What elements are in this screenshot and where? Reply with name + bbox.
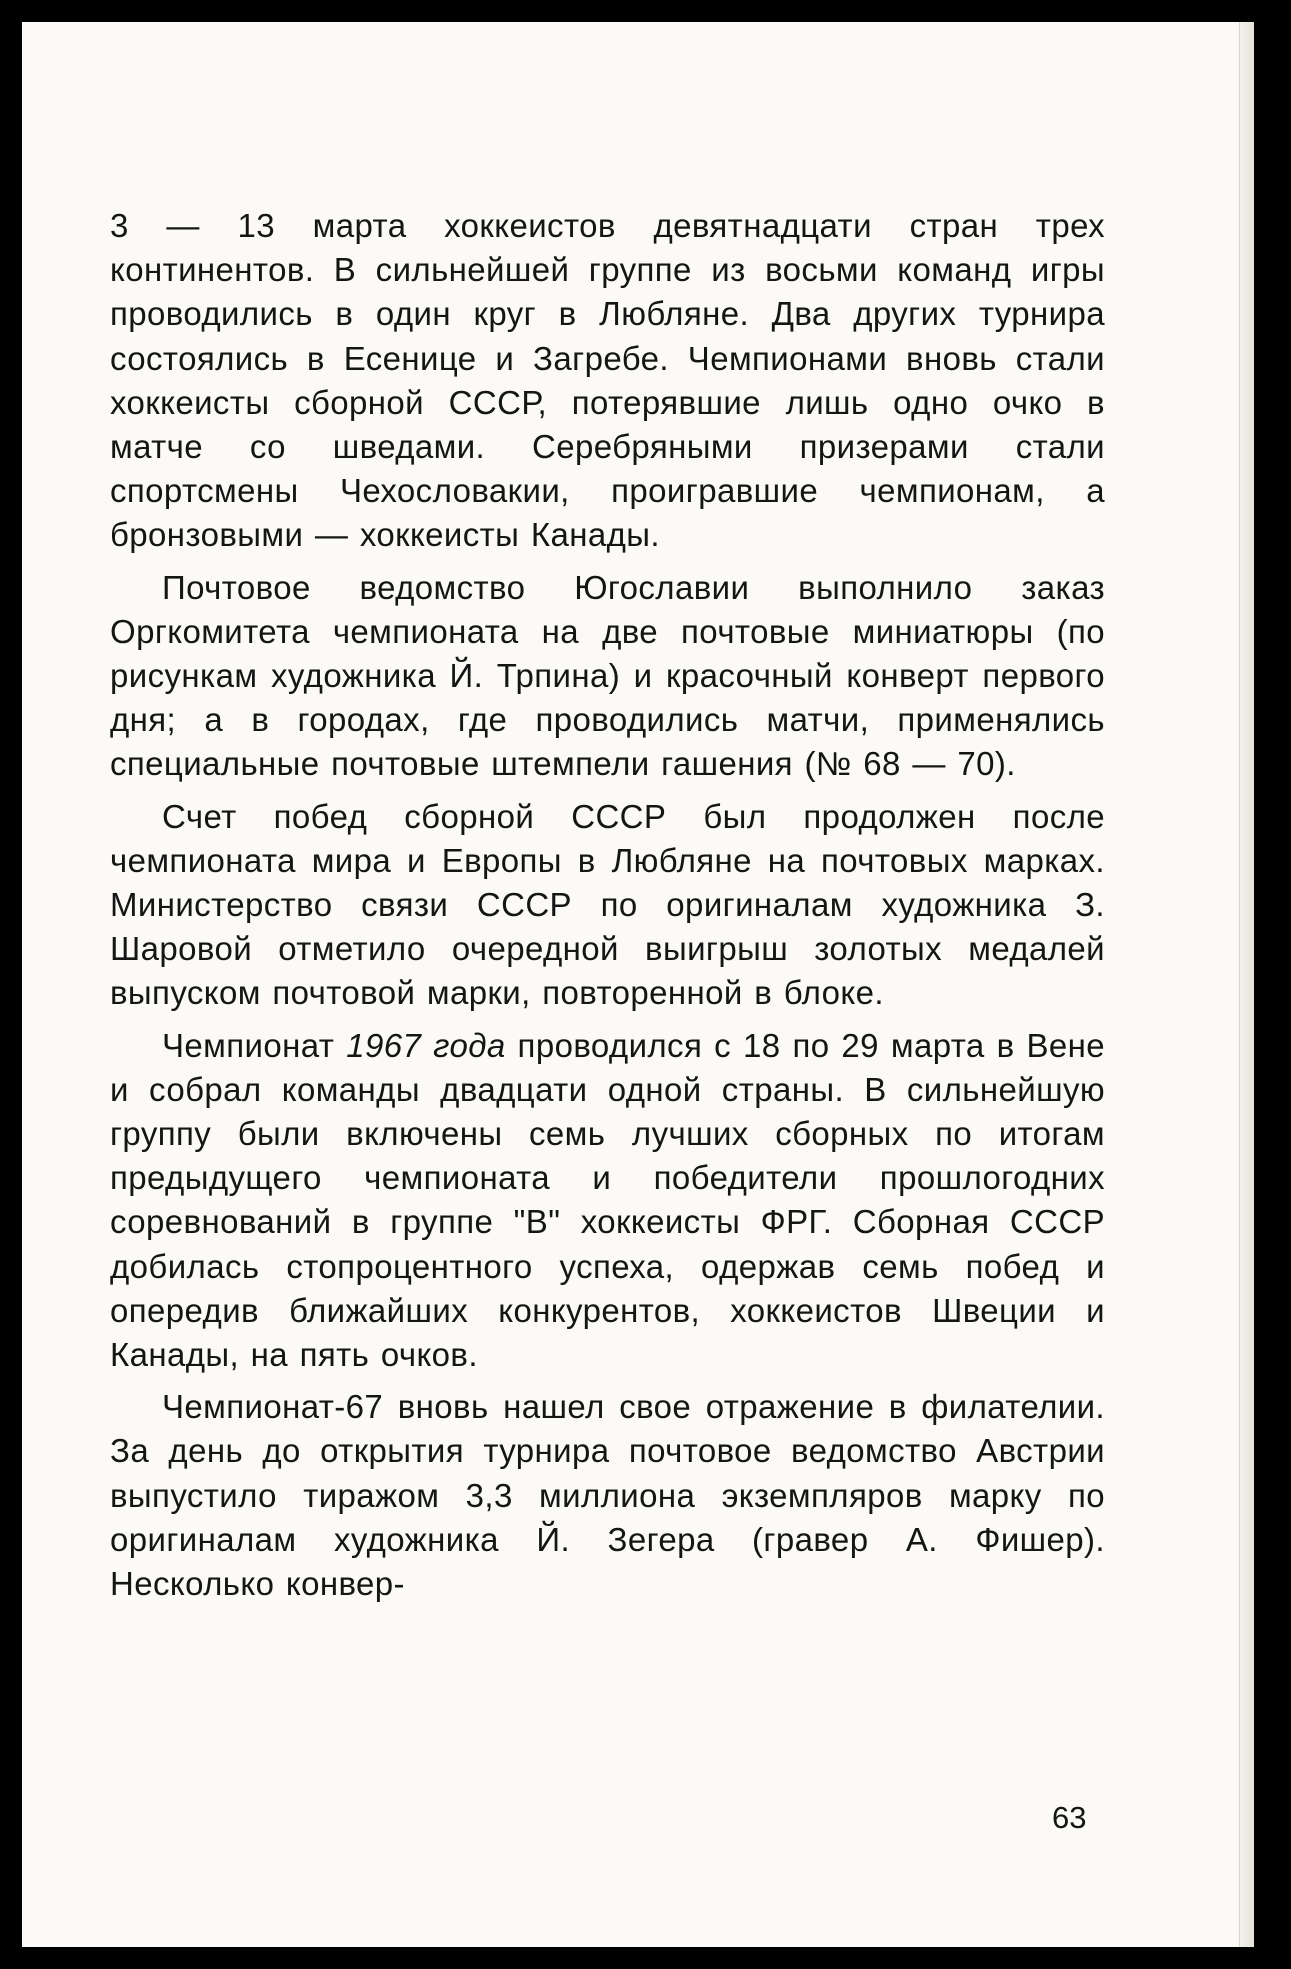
page-edge bbox=[1239, 22, 1254, 1947]
paragraph-4-emphasis: 1967 года bbox=[346, 1026, 506, 1064]
page-number: 63 bbox=[1052, 1800, 1087, 1835]
paragraph-1 bbox=[110, 204, 1105, 558]
paragraph-5 bbox=[110, 1385, 1105, 1606]
paragraph-5-text: Чемпионат-67 вновь нашел свое отражение в филателии. За день до открытия турнира почтовое ведомство Австрии выпустило тиражом 3,3 миллиона экземпляров марку по оригиналам художника Й. Зегера (гравер А. Фишер). Несколько конвер- bbox=[110, 1388, 1105, 1603]
paragraph-4-lead: Чемпионат bbox=[162, 1026, 347, 1064]
paragraph-3-text: Счет побед сборной СССР был продолжен после чемпионата мира и Европы в Любляне на почтовых марках. Министерство связи СССР по оригиналам художника З. Шаровой отметило очередной выигрыш золотых медалей выпуском почтовой марки, повторенной в блоке. bbox=[110, 797, 1105, 1012]
paragraph-2 bbox=[110, 566, 1105, 787]
paragraph-3 bbox=[110, 795, 1105, 1016]
paragraph-4-text: проводился с 18 по 29 марта в Вене и собрал команды двадцати одной страны. В сильнейшую группу были включены семь лучших сборных по итогам предыдущего чемпионата и победители прошлогодних соревнований в группе "В" хоккеисты ФРГ. Сборная СССР добилась стопроцентного успеха, одержав семь побед и опередив ближайших конкурентов, хоккеистов Швеции и Канады, на пять очков. bbox=[110, 1026, 1105, 1374]
body-text bbox=[110, 204, 1105, 1614]
paragraph-4 bbox=[110, 1024, 1105, 1378]
book-page bbox=[22, 22, 1254, 1947]
paragraph-1-text: 3 — 13 марта хоккеистов девятнадцати стран трех континентов. В сильнейшей группе из восьми команд игры проводились в один круг в Любляне. Два других турнира состоялись в Есенице и Загребе. Чемпионами вновь стали хоккеисты сборной СССР, потерявшие лишь одно очко в матче со шведами. Серебряными призерами стали спортсмены Чехословакии, проигравшие чемпионам, а бронзовыми — хоккеисты Канады. bbox=[110, 207, 1105, 554]
paragraph-2-text: Почтовое ведомство Югославии выполнило заказ Оргкомитета чемпионата на две почтовые миниатюры (по рисункам художника Й. Трпина) и красочный конверт первого дня; а в городах, где проводились матчи, применялись специальные почтовые штемпели гашения (№ 68 — 70). bbox=[110, 568, 1105, 783]
